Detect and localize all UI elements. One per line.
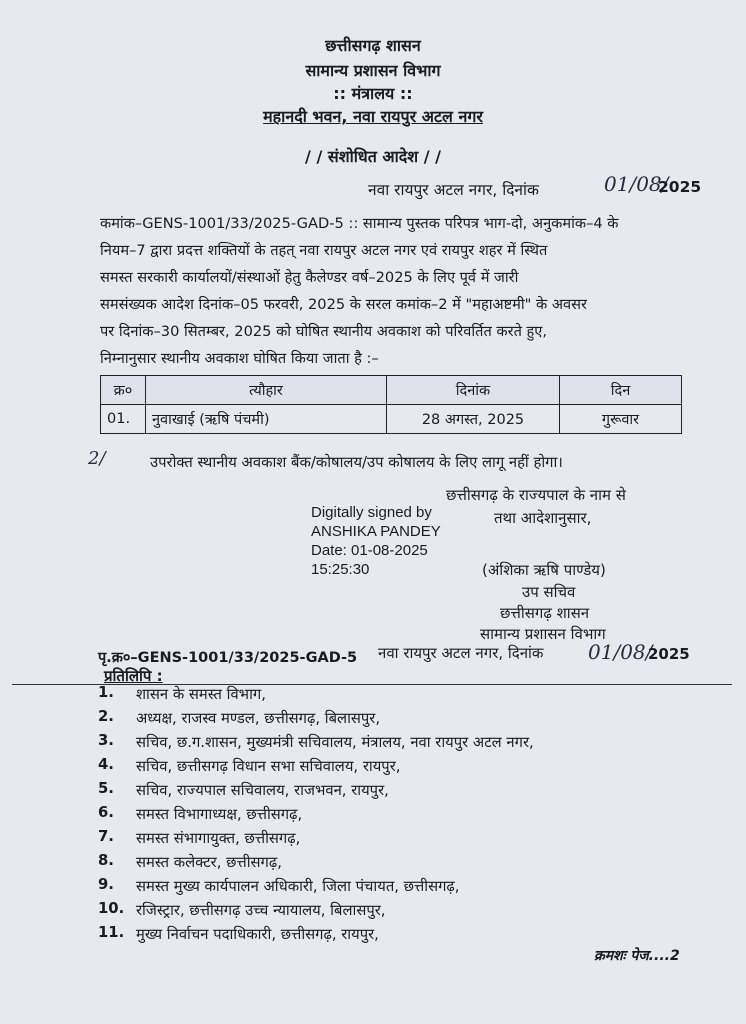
table-header-row xyxy=(101,376,682,405)
body-line: पर दिनांक–30 सितम्बर, 2025 को घोषित स्थानीय अवकाश को परिवर्तित करते हुए, xyxy=(100,323,548,340)
list-number: 1. xyxy=(98,684,114,701)
sig-line: ANSHIKA PANDEY xyxy=(311,523,441,540)
body-line: निम्नानुसार स्थानीय अवकाश घोषित किया जाता है :– xyxy=(100,350,379,367)
list-text: समस्त संभागायुक्त, छत्तीसगढ़, xyxy=(136,830,301,847)
body-line: समस्त सरकारी कार्यालयों/संस्थाओं हेतु कैलेण्डर वर्ष–2025 के लिए पूर्व में जारी xyxy=(100,269,519,286)
list-text: समस्त विभागाध्यक्ष, छत्तीसगढ़, xyxy=(136,806,303,823)
col-header-serial: क्र० xyxy=(101,376,146,405)
para2-text: उपरोक्त स्थानीय अवकाश बैंक/कोषालय/उप कोषालय के लिए लागू नहीं होगा। xyxy=(150,454,563,471)
list-text: शासन के समस्त विभाग, xyxy=(136,686,266,703)
digital-signature xyxy=(311,503,441,579)
list-text: समस्त मुख्य कार्यपालन अधिकारी, जिला पंचायत, छत्तीसगढ़, xyxy=(136,878,460,895)
body-line: नियम–7 द्वारा प्रदत्त शक्तियों के तहत् नवा रायपुर अटल नगर एवं रायपुर शहर में स्थित xyxy=(100,242,548,259)
list-item xyxy=(98,852,534,876)
cell-date: 28 अगस्त, 2025 xyxy=(387,405,560,434)
endorsement-handwritten-date: 01/08/ xyxy=(588,640,653,664)
para-number: 2/ xyxy=(88,448,106,469)
col-header-festival: त्यौहार xyxy=(146,376,387,405)
signatory-name: (अंशिका ऋषि पाण्डेय) xyxy=(482,561,606,579)
sig-line: Date: 01-08-2025 xyxy=(311,542,428,559)
list-number: 10. xyxy=(98,900,125,917)
header-address: महानदी भवन, नवा रायपुर अटल नगर xyxy=(263,107,483,126)
body-line: समसंख्यक आदेश दिनांक–05 फरवरी, 2025 के सरल कमांक–2 में "महाअष्टमी" के अवसर xyxy=(100,296,587,313)
endorsement-place-date: नवा रायपुर अटल नगर, दिनांक xyxy=(378,644,544,662)
list-number: 5. xyxy=(98,780,114,797)
signatory-designation: उप सचिव xyxy=(522,583,576,601)
governor-line1: छत्तीसगढ़ के राज्यपाल के नाम से xyxy=(446,486,626,504)
page-continuation: क्रमशः पेज....2 xyxy=(594,948,680,964)
list-number: 2. xyxy=(98,708,114,725)
signatory-department: सामान्य प्रशासन विभाग xyxy=(480,625,606,643)
list-item xyxy=(98,684,534,708)
list-text: सचिव, छ.ग.शासन, मुख्यमंत्री सचिवालय, मंत्रालय, नवा रायपुर अटल नगर, xyxy=(136,734,534,751)
header-ministry: :: मंत्रालय :: xyxy=(333,84,413,103)
list-item xyxy=(98,876,534,900)
header-department: सामान्य प्रशासन विभाग xyxy=(305,61,441,80)
date-year: 2025 xyxy=(658,178,702,196)
list-item xyxy=(98,756,534,780)
list-number: 9. xyxy=(98,876,114,893)
endorsement-year: 2025 xyxy=(648,645,690,663)
header-government: छत्तीसगढ़ शासन xyxy=(325,36,421,55)
cell-serial: 01. xyxy=(101,405,146,434)
copy-label: प्रतिलिपि : xyxy=(104,667,163,685)
list-item xyxy=(98,900,534,924)
list-number: 4. xyxy=(98,756,114,773)
sig-line: 15:25:30 xyxy=(311,561,370,578)
list-number: 6. xyxy=(98,804,114,821)
sig-line: Digitally signed by xyxy=(311,504,432,521)
body-line: कमांक–GENS-1001/33/2025-GAD-5 :: सामान्य पुस्तक परिपत्र भाग-दो, अनुकमांक–4 के xyxy=(100,215,619,232)
list-text: मुख्य निर्वाचन पदाधिकारी, छत्तीसगढ़, रायपुर, xyxy=(136,926,379,943)
list-item xyxy=(98,828,534,852)
list-number: 8. xyxy=(98,852,114,869)
list-text: समस्त कलेक्टर, छत्तीसगढ़, xyxy=(136,854,282,871)
list-item xyxy=(98,732,534,756)
order-body xyxy=(100,210,619,372)
place-date-label: नवा रायपुर अटल नगर, दिनांक xyxy=(368,181,539,199)
list-item xyxy=(98,924,534,948)
list-item xyxy=(98,780,534,804)
list-item xyxy=(98,708,534,732)
holiday-table xyxy=(100,375,682,434)
governor-line2: तथा आदेशानुसार, xyxy=(494,509,592,527)
list-text: सचिव, छत्तीसगढ़ विधान सभा सचिवालय, रायपुर, xyxy=(136,758,401,775)
cell-festival: नुवाखाई (ऋषि पंचमी) xyxy=(146,405,387,434)
list-text: सचिव, राज्यपाल सचिवालय, राजभवन, रायपुर, xyxy=(136,782,389,799)
list-number: 11. xyxy=(98,924,125,941)
table-row xyxy=(101,405,682,434)
cell-day: गुरूवार xyxy=(560,405,682,434)
col-header-date: दिनांक xyxy=(387,376,560,405)
list-number: 3. xyxy=(98,732,114,749)
order-title: / / संशोधित आदेश / / xyxy=(305,147,441,166)
list-text: अध्यक्ष, राजस्व मण्डल, छत्तीसगढ़, बिलासपुर, xyxy=(136,710,381,727)
handwritten-date: 01/08/ xyxy=(604,172,669,196)
col-header-day: दिन xyxy=(560,376,682,405)
signatory-government: छत्तीसगढ़ शासन xyxy=(500,604,590,622)
list-item xyxy=(98,804,534,828)
list-text: रजिस्ट्रार, छत्तीसगढ़ उच्च न्यायालय, बिलासपुर, xyxy=(136,902,386,919)
list-number: 7. xyxy=(98,828,114,845)
endorsement-ref: पृ.क्र०–GENS-1001/33/2025-GAD-5 xyxy=(98,650,358,666)
copy-list xyxy=(98,684,534,948)
